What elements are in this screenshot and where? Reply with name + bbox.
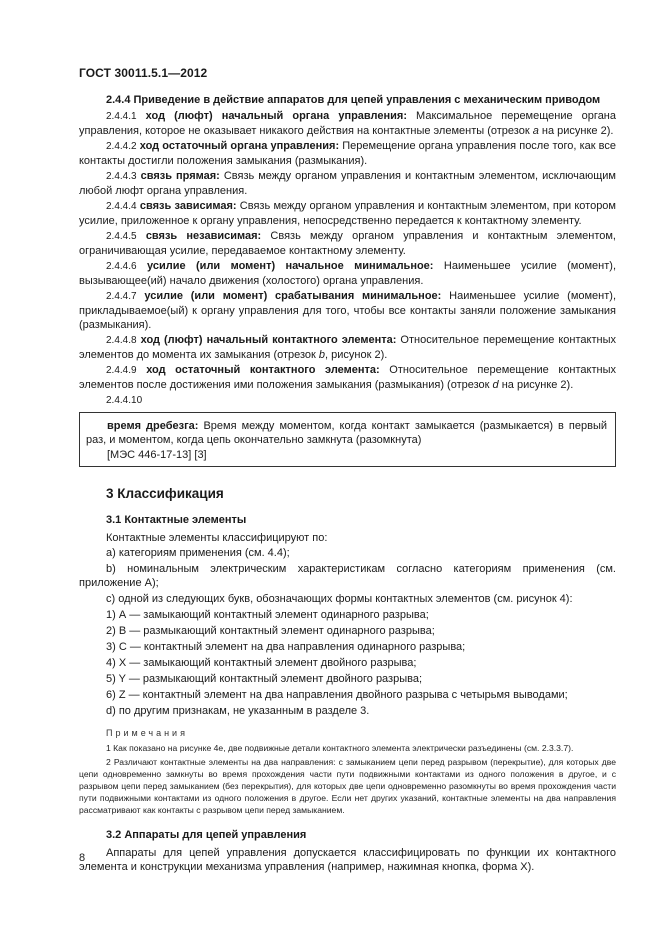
section-2-4-4-items [79,109,616,408]
section-3-2-text: Аппараты для цепей управления допускается классифицировать по функции их контактного элемента и конструкции механизма управления (например, нажимная кнопка, форма Х). [79,847,616,873]
definition-item: 2.4.4.1 ход (люфт) начальный органа управления: Максимальное перемещение органа управления, которое не оказывает никакого действия на контактные элементы (отрезок a на рисунке 2). [79,110,616,137]
list-item: а) категориям применения (см. 4.4); [106,547,290,559]
list-item: 5) Y — размыкающий контактный элемент двойного разрыва; [106,673,423,685]
note-1: 1 Как показано на рисунке 4е, две подвижные детали контактного элемента электрически разъединены (см. 2.3.3.7). [106,743,574,753]
note-2: 2 Различают контактные элементы на два направления: с замыканием цепи перед разрывом (перекрытие), для которых две цепи одновременно замкнуты во время прохождения части пути подвижными контактами из одного положения в другое, и с разрывом цепи перед замыканием (без перекрытия), для которых две цепи одновременно разомкнуты во время прохождения части пути подвижными контактами из одного положения в другое. Если нет других указаний, контактные элементы на два направления рассматривают как контакты с разрывом цепи перед замыканием. [79,757,616,815]
list-item: 3) С — контактный элемент на два направления одинарного разрыва; [106,641,466,653]
section-3-1-title: 3.1 Контактные элементы [106,514,247,526]
section-3-title: 3 Классификация [106,486,224,501]
definition-item: 2.4.4.3 связь прямая: Связь между органом управления и контактным элементом, исключающим любой люфт органа управления. [79,170,616,197]
document-header: ГОСТ 30011.5.1—2012 [79,66,208,80]
page-number: 8 [79,852,86,864]
boxed-definition-reference: [МЭС 446-17-13] [3] [107,449,207,461]
list-item: b) номинальным электрическим характеристикам согласно категориям применения (см. приложение А); [79,563,616,589]
definition-item: 2.4.4.8 ход (люфт) начальный контактного элемента: Относительное перемещение контактных элементов до момента их замыкания (отрезок b, рисунок 2). [79,334,616,361]
page-content [79,93,616,875]
list-item: 1) А — замыкающий контактный элемент одинарного разрыва; [106,609,429,621]
definition-item: 2.4.4.6 усилие (или момент) начальное минимальное: Наименьшее усилие (момент), вызывающее(ий) начало движения (холостого) органа управления. [79,260,617,287]
definition-item: 2.4.4.7 усилие (или момент) срабатывания минимальное: Наименьшее усилие (момент), прикладываемое(ый) к органу управления для того, чтобы все контакты заняли положение замыкания (размыкания). [79,290,617,331]
boxed-definition [79,412,616,467]
section-3-2-title: 3.2 Аппараты для цепей управления [106,829,307,841]
list-item: d) по другим признакам, не указанным в разделе 3. [106,705,370,717]
classification-list [79,546,616,718]
section-3-1-intro: Контактные элементы классифицируют по: [106,532,328,544]
notes-title: Примечания [106,728,188,738]
list-item: 2) В — размыкающий контактный элемент одинарного разрыва; [106,625,435,637]
definition-item: 2.4.4.2 ход остаточный органа управления: Перемещение органа управления после того, как все контакты достигли положения замыкания (размыкания). [79,140,617,167]
definition-item-number: 2.4.4.10 [106,395,143,406]
list-item: 6) Z — контактный элемент на два направления двойного разрыва с четырьмя выводами; [106,689,568,701]
list-item: с) одной из следующих букв, обозначающих формы контактных элементов (см. рисунок 4): [106,593,573,605]
section-2-4-4-title: 2.4.4 Приведение в действие аппаратов для цепей управления с механическим приводом [106,94,601,106]
definition-item: 2.4.4.4 связь зависимая: Связь между органом управления и контактным элементом, при котором усилие, приложенное к органу управления, непосредственно передается к контактному элементу. [79,200,616,227]
definition-item: 2.4.4.9 ход остаточный контактного элемента: Относительное перемещение контактных элементов после достижения ими положения замыкания (размыкания) (отрезок d на рисунке 2). [79,364,616,391]
list-item: 4) Х — замыкающий контактный элемент двойного разрыва; [106,657,417,669]
boxed-definition-text: время дребезга: Время между моментом, когда контакт замыкается (размыкается) в первый раз, и моментом, когда цепь окончательно замкнута (разомкнута) [86,420,607,446]
definition-item: 2.4.4.5 связь независимая: Связь между органом управления и контактным элементом, ограничивающая усилие, передаваемое контактному элементу. [79,230,616,257]
